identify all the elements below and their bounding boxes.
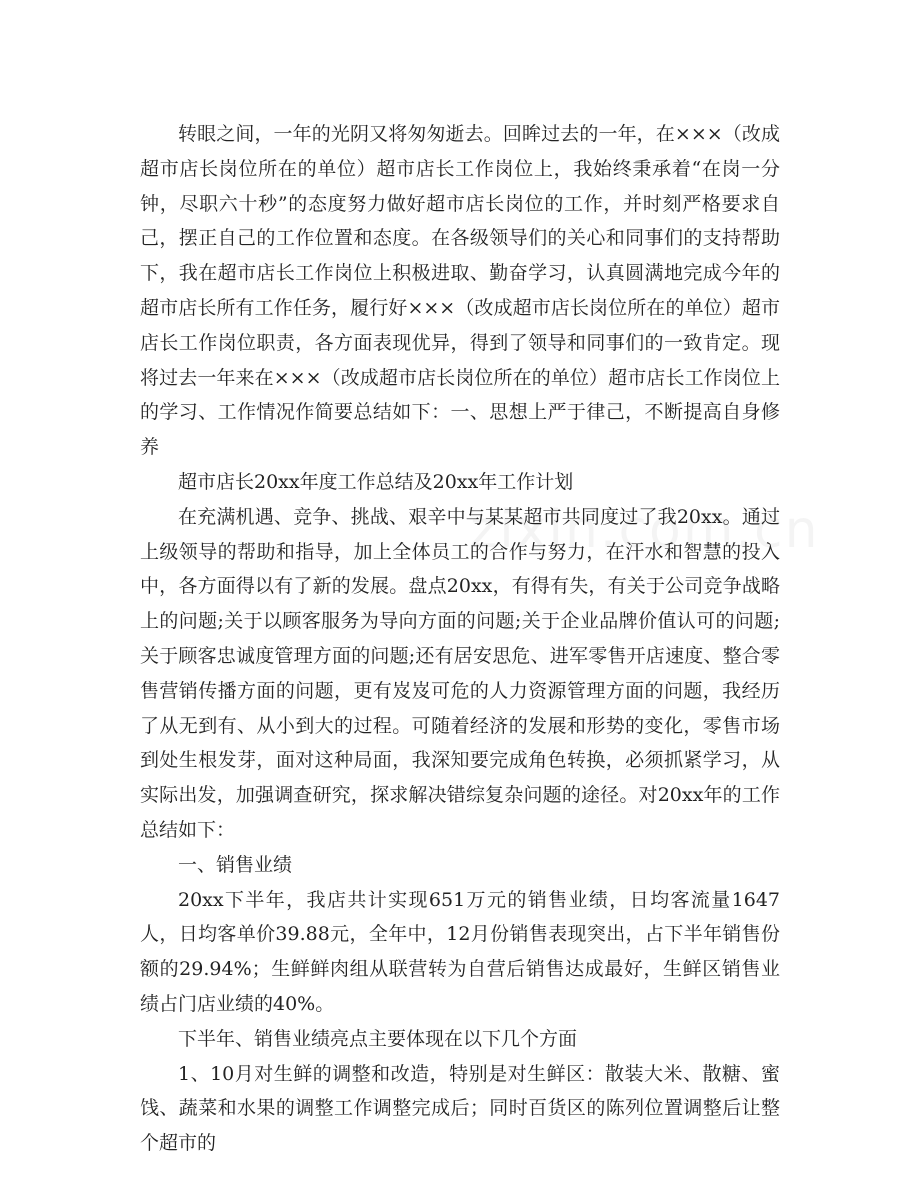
paragraph-sales-figures: 20xx下半年，我店共计实现651万元的销售业绩，日均客流量1647人，日均客单价39.88元，全年中，12月份销售表现突出，占下半年销售份额的29.94%；生鲜鲜肉组从联营转为自营后销售达成最好，生鲜区销售业绩占门店业绩的40%。 <box>140 888 780 1015</box>
paragraph-highlight-1: 1、10月对生鲜的调整和改造，特别是对生鲜区：散装大米、散糖、蜜饯、蔬菜和水果的调整工作调整完成后；同时百货区的陈列位置调整后让整个超市的 <box>140 1062 780 1155</box>
paragraph-highlights-heading: 下半年、销售业绩亮点主要体现在以下几个方面 <box>178 1027 578 1050</box>
paragraph-title: 超市店长20xx年度工作总结及20xx年工作计划 <box>178 470 574 493</box>
document-body <box>140 117 780 1161</box>
section-heading-sales: 一、销售业绩 <box>178 853 293 876</box>
paragraph-intro: 转眼之间，一年的光阴又将匆匆逝去。回眸过去的一年，在×××（改成超市店长岗位所在的单位）超市店长工作岗位上，我始终秉承着“在岗一分钟，尽职六十秒”的态度努力做好超市店长岗位的工作，并时刻严格要求自己，摆正自己的工作位置和态度。在各级领导们的关心和同事们的支持帮助下，我在超市店长工作岗位上积极进取、勤奋学习，认真圆满地完成今年的超市店长所有工作任务，履行好×××（改成超市店长岗位所在的单位）超市店长工作岗位职责，各方面表现优异，得到了领导和同事们的一致肯定。现将过去一年来在×××（改成超市店长岗位所在的单位）超市店长工作岗位上的学习、工作情况作简要总结如下：一、思想上严于律己，不断提高自身修养 <box>140 123 780 459</box>
paragraph-overview: 在充满机遇、竞争、挑战、艰辛中与某某超市共同度过了我20xx。通过上级领导的帮助和指导，加上全体员工的合作与努力，在汗水和智慧的投入中，各方面得以有了新的发展。盘点20xx，有得有失，有关于公司竞争战略上的问题;关于以顾客服务为导向方面的问题;关于企业品牌价值认可的问题;关于顾客忠诚度管理方面的问题;还有居安思危、进军零售开店速度、整合零售营销传播方面的问题，更有岌岌可危的人力资源管理方面的问题，我经历了从无到有、从小到大的过程。可随着经济的发展和形势的变化，零售市场到处生根发芽，面对这种局面，我深知要完成角色转换，必须抓紧学习，从实际出发，加强调查研究，探求解决错综复杂问题的途径。对20xx年的工作总结如下： <box>140 505 780 841</box>
